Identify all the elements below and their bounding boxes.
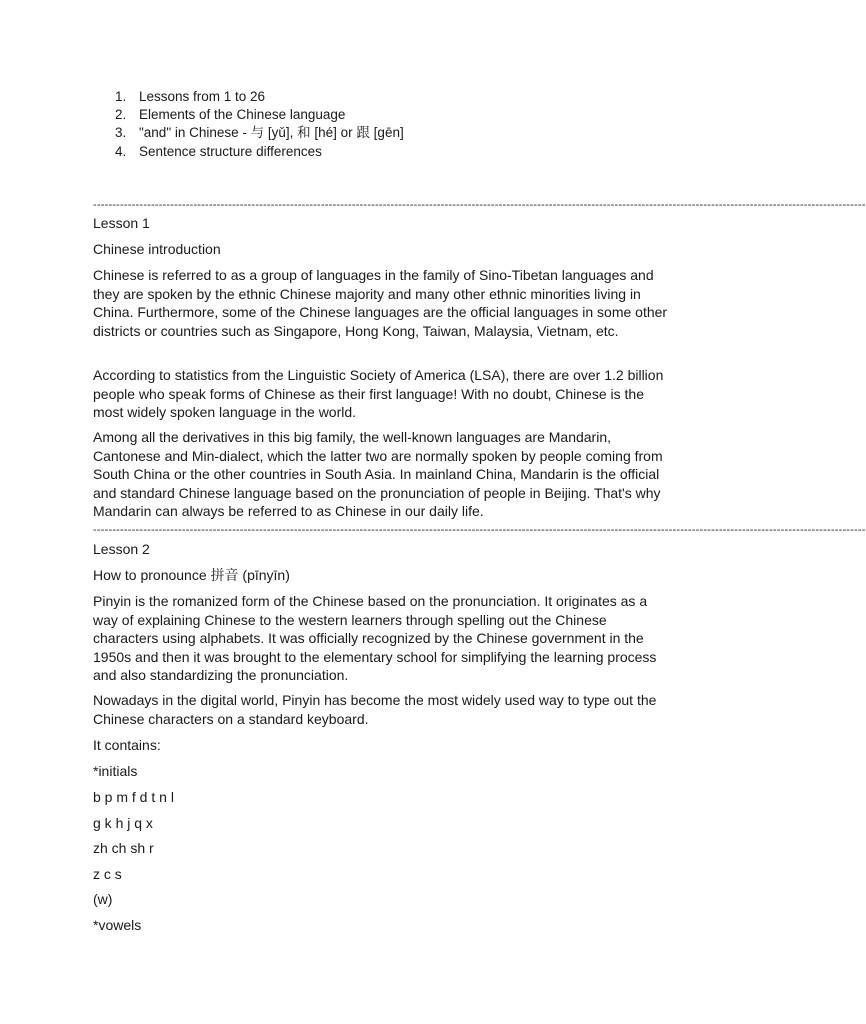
lesson2-line: *initials (93, 763, 138, 779)
toc-item-number: 1. (115, 89, 127, 104)
lesson1-paragraph: Chinese is referred to as a group of languages in the family of Sino-Tibetan languages and they are spoken by the ethnic Chinese majority and many other ethnic minorities living in China. Furthermore, some of the Chinese languages are the official languages in some other districts or countries such as Singapore, Hong Kong, Taiwan, Malaysia, Vietnam, etc. (93, 267, 668, 339)
lesson1-paragraph: Among all the derivatives in this big family, the well-known languages are Mandarin, Cantonese and Min-dialect, which the latter two are normally spoken by people coming from South China or the other countries in South Asia. In mainland China, Mandarin is the official and standard Chinese language based on the pronunciation of people in Beijing. That's why Mandarin can always be referred to as Chinese in our daily life. (93, 429, 663, 519)
lesson2-paragraph: Nowadays in the digital world, Pinyin has become the most widely used way to type out the Chinese characters on a standard keyboard. (93, 692, 657, 727)
lesson1-heading: Lesson 1 (93, 215, 150, 231)
toc-item-number: 3. (115, 125, 127, 141)
lesson2-subheading: How to pronounce 拼音 (pīnyīn) (93, 567, 290, 583)
lesson2-line: (w) (93, 891, 113, 907)
lesson2-line: It contains: (93, 737, 161, 753)
section-separator: -------------------------------------------------------------------------------------------------------------------------------------------------------------------------------------------------------- (93, 524, 866, 536)
lesson2-line: b p m f d t n l (93, 789, 174, 805)
lesson2-paragraph: Pinyin is the romanized form of the Chinese based on the pronunciation. It originates as a way of explaining Chinese to the western learners through spelling out the Chinese characters using alphabets. It was officially recognized by the Chinese government in the 1950s and then it was brought to the elementary school for simplifying the learning process and also standardizing the pronunciation. (93, 593, 657, 683)
toc-item[interactable] (115, 124, 404, 142)
table-of-contents (115, 88, 404, 161)
toc-item-number: 4. (115, 143, 127, 159)
toc-item-text: Lessons from 1 to 26 (139, 89, 266, 104)
toc-item-text: "and" in Chinese - 与 [yǔ], 和 [hé] or 跟 [gēn] (139, 125, 404, 141)
lesson1-paragraph: According to statistics from the Linguistic Society of America (LSA), there are over 1.2 billion people who speak forms of Chinese as their first language! With no doubt, Chinese is the most widely spoken language in the world. (93, 367, 664, 420)
section-separator: -------------------------------------------------------------------------------------------------------------------------------------------------------------------------------------------------------- (93, 199, 866, 211)
toc-item-text: Sentence structure differences (139, 143, 322, 159)
toc-item-number: 2. (115, 107, 127, 123)
toc-item[interactable] (115, 88, 404, 106)
lesson2-line: zh ch sh r (93, 840, 154, 856)
toc-item[interactable] (115, 143, 404, 161)
lesson2-line: *vowels (93, 917, 142, 933)
lesson2-heading: Lesson 2 (93, 541, 150, 557)
lesson1-subheading: Chinese introduction (93, 241, 221, 257)
toc-item-text: Elements of the Chinese language (139, 107, 346, 123)
toc-item[interactable] (115, 106, 404, 124)
lesson2-line: z c s (93, 866, 122, 882)
lesson2-line: g k h j q x (93, 815, 153, 831)
